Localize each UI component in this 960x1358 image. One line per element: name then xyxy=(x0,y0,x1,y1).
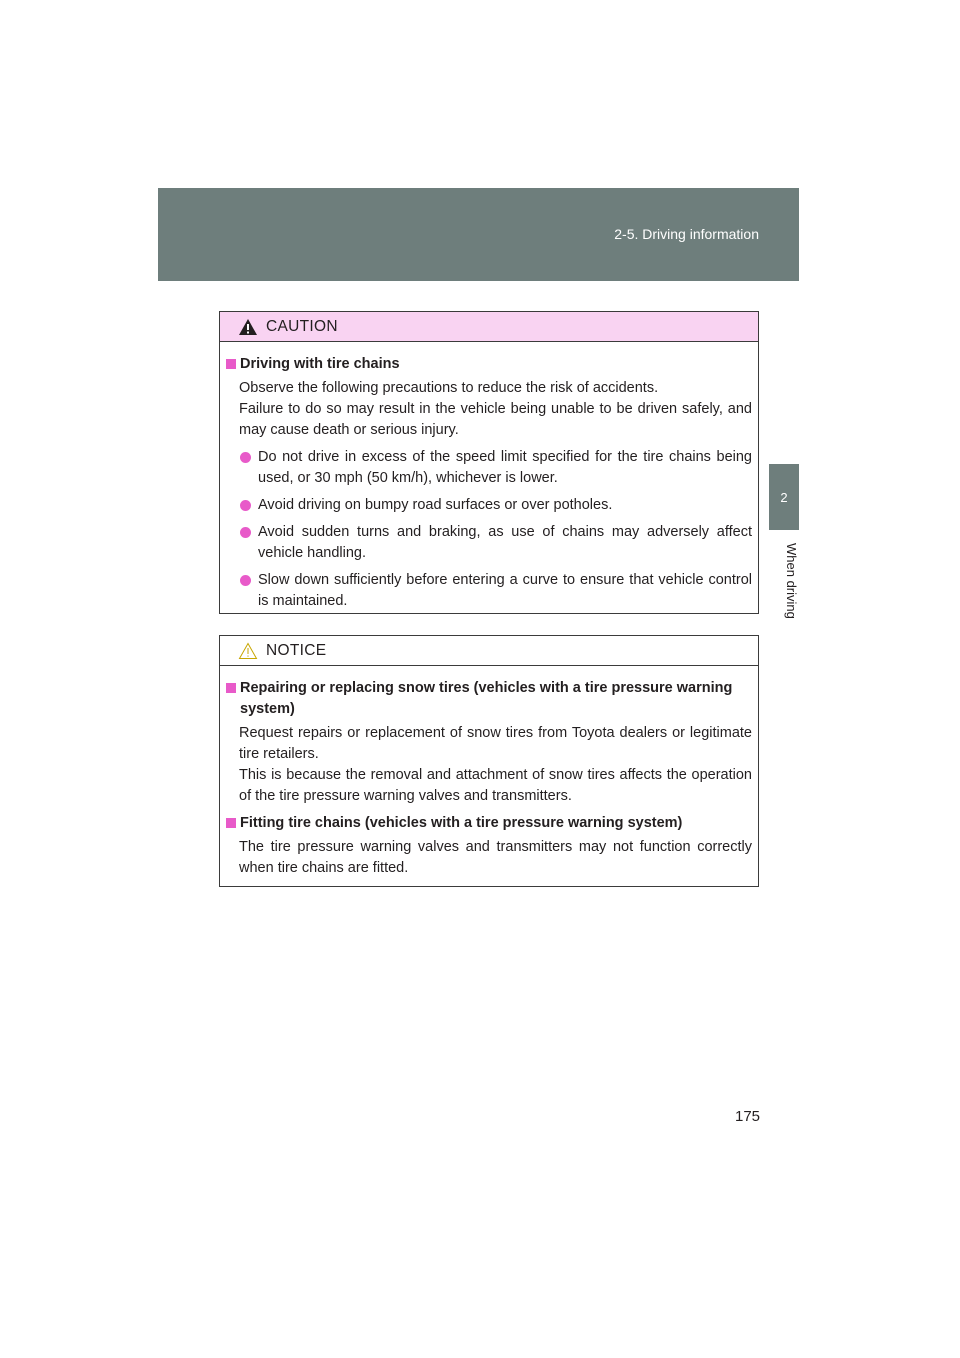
notice-triangle-icon xyxy=(238,642,258,660)
notice-heading: Fitting tire chains (vehicles with a tire pressure warning system) xyxy=(226,813,752,834)
notice-heading: Repairing or replacing snow tires (vehicles with a tire pressure warning system) xyxy=(226,678,752,720)
caution-box xyxy=(219,311,759,614)
warning-triangle-icon xyxy=(238,318,258,336)
chapter-label: When driving xyxy=(784,543,799,619)
chapter-number: 2 xyxy=(780,489,788,505)
caution-bullet: Do not drive in excess of the speed limit specified for the tire chains being used, or 30 mph (50 km/h), whichever is lower. xyxy=(226,447,752,489)
page-number: 175 xyxy=(735,1108,761,1125)
caution-header xyxy=(220,312,758,342)
notice-paragraph: Request repairs or replacement of snow tires from Toyota dealers or legitimate tire retailers. xyxy=(239,725,752,762)
caution-bullet: Avoid driving on bumpy road surfaces or over potholes. xyxy=(226,495,752,516)
notice-paragraph: The tire pressure warning valves and transmitters may not function correctly when tire chains are fitted. xyxy=(239,839,752,876)
section-title: 2-5. Driving information xyxy=(614,226,759,242)
caution-paragraph: Observe the following precautions to reduce the risk of accidents. xyxy=(239,380,659,396)
caution-body xyxy=(220,342,758,612)
caution-title: CAUTION xyxy=(266,317,338,335)
caution-bullet: Avoid sudden turns and braking, as use of chains may adversely affect vehicle handling. xyxy=(226,522,752,564)
header-band xyxy=(158,188,799,281)
notice-paragraph: This is because the removal and attachment of snow tires affects the operation of the tire pressure warning valves and transmitters. xyxy=(239,767,752,804)
caution-heading: Driving with tire chains xyxy=(226,354,752,375)
caution-bullet: Slow down sufficiently before entering a curve to ensure that vehicle control is maintained. xyxy=(226,570,752,612)
notice-title: NOTICE xyxy=(266,641,327,659)
notice-body xyxy=(220,666,758,879)
chapter-tab xyxy=(769,464,799,530)
caution-paragraph: Failure to do so may result in the vehicle being unable to be driven safely, and may cause death or serious injury. xyxy=(239,401,752,438)
notice-header xyxy=(220,636,758,666)
notice-box xyxy=(219,635,759,887)
